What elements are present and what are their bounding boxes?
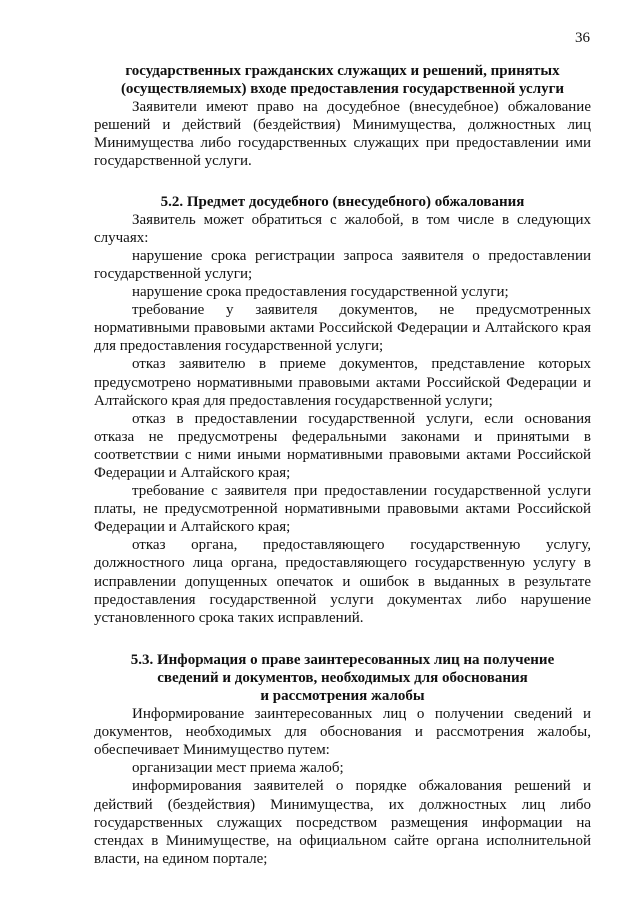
section-5-2-paragraph: требование у заявителя документов, не предусмотренных нормативными правовыми актами Российской Федерации и Алтайского края для предоставления государственной услуги;: [94, 302, 591, 355]
section-5-3-heading-line: сведений и документов, необходимых для обоснования: [157, 669, 528, 686]
page-number: 36: [575, 30, 590, 46]
section-5-2-heading: 5.2. Предмет досудебного (внесудебного) обжалования: [160, 193, 525, 210]
intro-heading: государственных гражданских служащих и решений, принятых (осуществляемых) входе предоставления государственной услуги: [120, 63, 565, 98]
section-5-2-paragraph: нарушение срока предоставления государственной услуги;: [132, 284, 509, 301]
document-body: [94, 62, 591, 868]
section-5-2-paragraph: отказ в предоставлении государственной услуги, если основания отказа не предусмотрены федеральными законами и принятыми в соответствии с ними иными нормативными правовыми актами Российской Федерации и Алтайского края;: [94, 410, 591, 481]
section-5-3-heading-line: и рассмотрения жалобы: [260, 688, 425, 704]
section-5-2-paragraph: отказ заявителю в приеме документов, представление которых предусмотрено нормативными правовыми актами Российской Федерации и Алтайского края для предоставления государственной услуги;: [94, 356, 591, 409]
section-5-3-paragraph: организации мест приема жалоб;: [132, 760, 344, 777]
section-5-2-paragraph: требование с заявителя при предоставлении государственной услуги платы, не предусмотренной нормативными правовыми актами Российской Федерации и Алтайского края;: [94, 483, 591, 536]
section-5-2-paragraph: нарушение срока регистрации запроса заявителя о предоставлении государственной услуги;: [94, 247, 591, 282]
section-5-2-paragraph: отказ органа, предоставляющего государственную услугу, должностного лица органа, предоставляющего государственную услугу в исправлении допущенных опечаток и ошибок в выданных в результате предоставления государственной услуги документах либо нарушение установленного срока таких исправлений.: [94, 537, 591, 626]
intro-paragraph: Заявители имеют право на досудебное (внесудебное) обжалование решений и действий (бездействия) Минимущества, должностных лиц Минимущества либо государственных служащих при предоставлении ими государственной услуги.: [94, 99, 591, 170]
section-5-2-paragraph: Заявитель может обратиться с жалобой, в том числе в следующих случаях:: [94, 211, 591, 246]
section-5-3-paragraph: информирования заявителей о порядке обжалования решений и действий (бездействия) Минимущества, их должностных лиц либо государственных служащих посредством размещения информации на стендах в Минимуществе, на официальном сайте органа исполнительной власти, на едином портале;: [94, 778, 591, 867]
section-5-3-heading-line: 5.3. Информация о праве заинтересованных лиц на получение: [130, 651, 555, 668]
section-5-3-paragraph: Информирование заинтересованных лиц о получении сведений и документов, необходимых для обоснования и рассмотрения жалобы, обеспечивает Минимущество путем:: [94, 706, 591, 759]
section-5-3-heading: [94, 651, 591, 705]
